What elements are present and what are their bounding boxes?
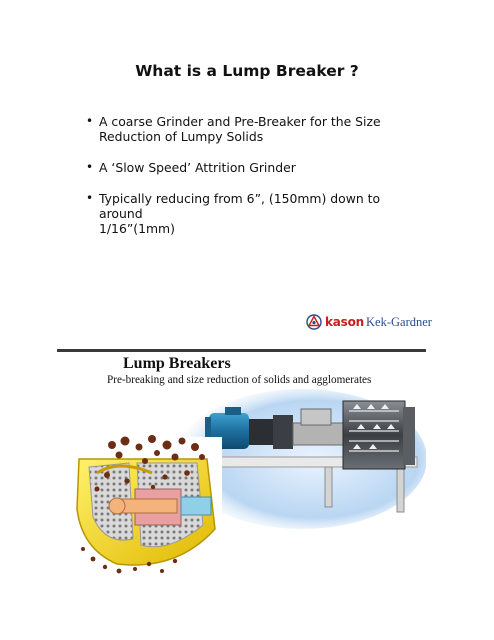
bullet-text-line: Typically reducing from 6”, (150mm) down to around <box>99 191 381 221</box>
bullet-icon: • <box>86 160 94 174</box>
slide-title: What is a Lump Breaker ? <box>135 62 359 80</box>
bullet-list <box>86 114 426 236</box>
bullet-icon: • <box>86 191 94 205</box>
bullet-text-line: 1/16”(1mm) <box>99 221 175 236</box>
bullet-icon: • <box>86 114 94 128</box>
bullet-text-line: Reduction of Lumpy Solids <box>99 129 264 144</box>
slide-title: Lump Breakers <box>123 355 231 372</box>
bullet-item <box>86 191 426 236</box>
bullet-text-line: A ‘Slow Speed’ Attrition Grinder <box>99 160 296 175</box>
kason-logo <box>306 313 432 331</box>
slide-top-bar <box>57 349 426 352</box>
slide-lump-breakers <box>57 349 426 575</box>
logo-brand: kason <box>325 315 365 329</box>
bullet-item <box>86 114 426 144</box>
slide-subtitle: Pre-breaking and size reduction of solids and agglomerates <box>107 374 372 386</box>
kason-emblem-icon <box>306 314 322 330</box>
bullet-text-line: A coarse Grinder and Pre-Breaker for the Size <box>99 114 381 129</box>
bullet-item <box>86 160 426 175</box>
logo-partner: Kek-Gardner <box>366 314 432 329</box>
